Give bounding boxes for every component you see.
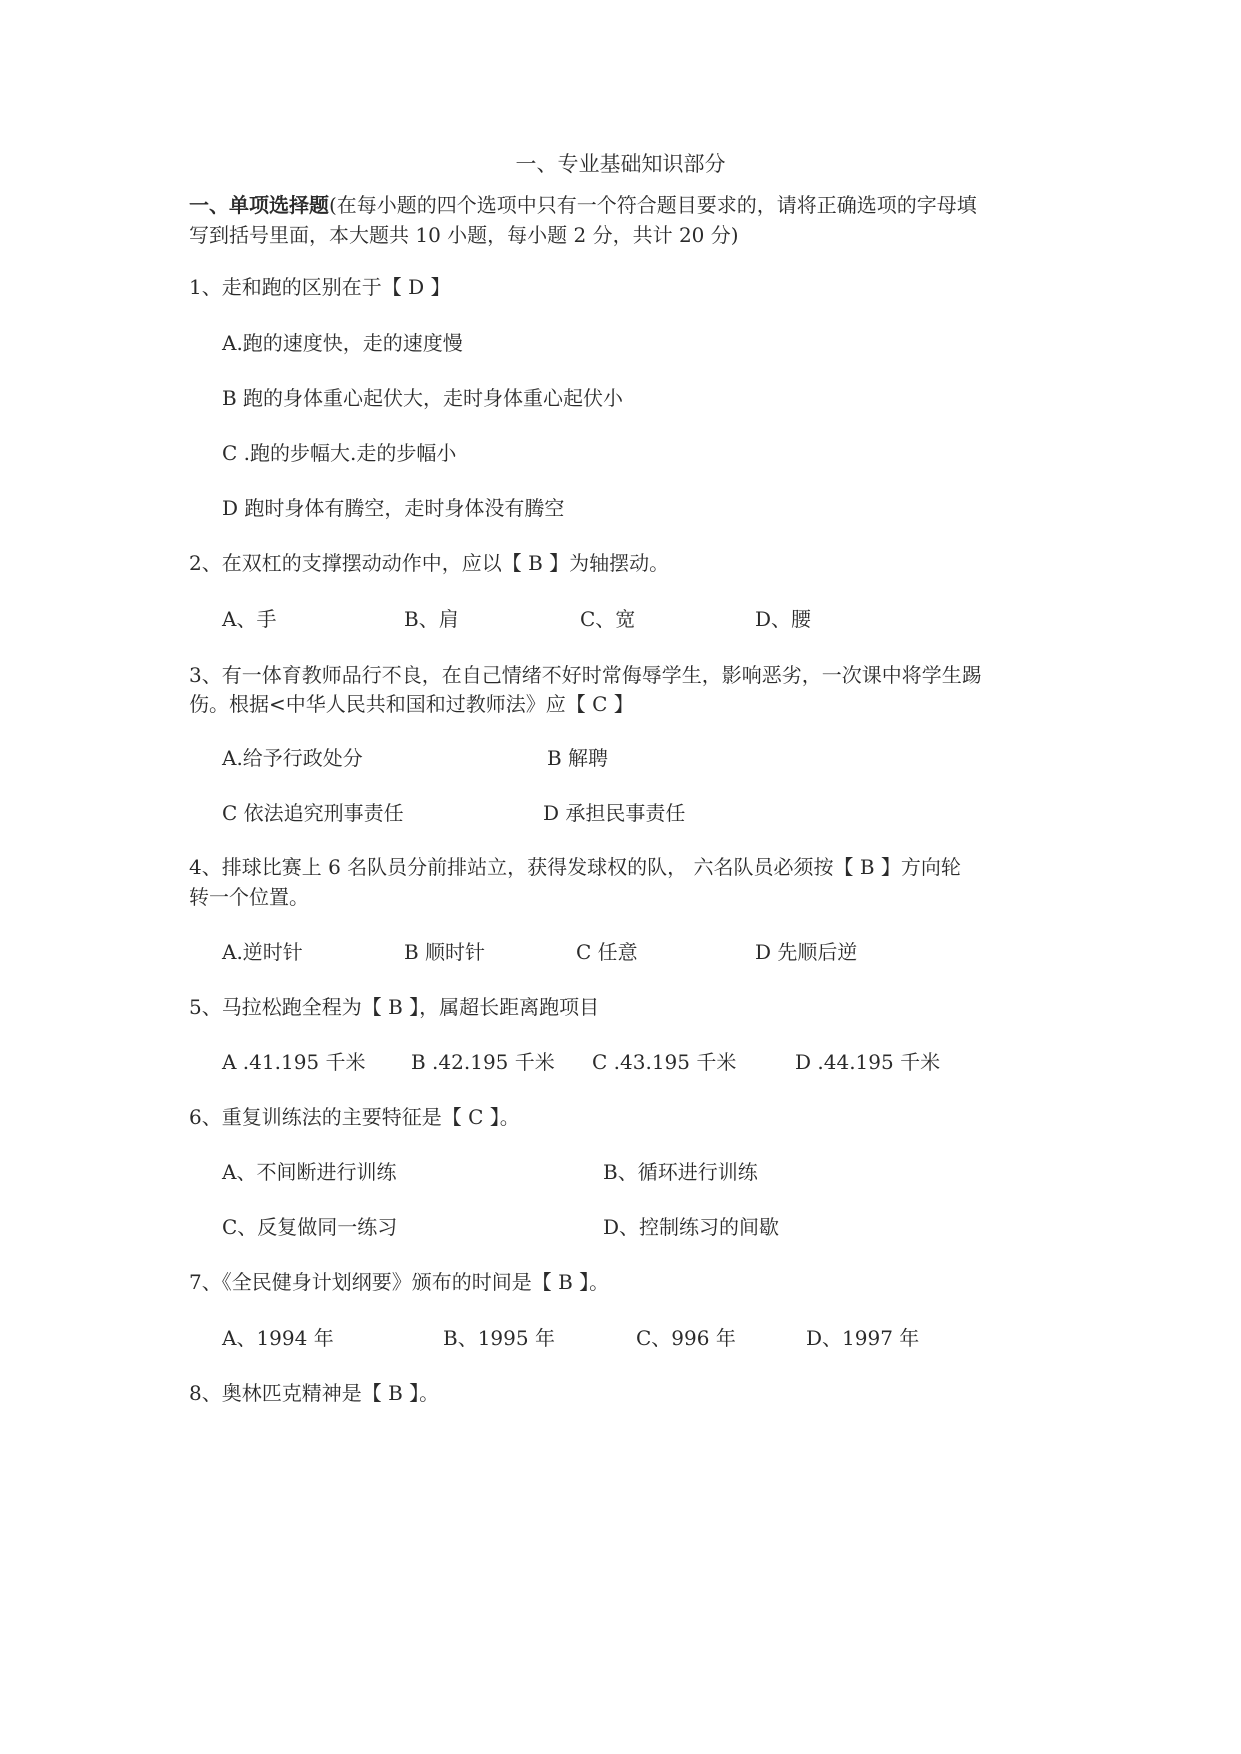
question-6-option-d: D、控制练习的间歇 [603,1215,780,1239]
question-1: 1、走和跑的区别在于【 D 】 [189,275,451,299]
question-5-option-b: B .42.195 千米 [411,1050,555,1074]
question-4-option-b: B 顺时针 [404,940,486,964]
question-7-option-a: A、1994 年 [222,1326,334,1350]
question-1-option-b: B 跑的身体重心起伏大，走时身体重心起伏小 [222,386,624,410]
question-3-option-a: A.给予行政处分 [222,746,363,770]
question-7-option-d: D、1997 年 [806,1326,920,1350]
section-instruction-1: (在每小题的四个选项中只有一个符合题目要求的，请将正确选项的字母填 [329,193,977,217]
question-2: 2、在双杠的支撑摆动动作中，应以【 B 】为轴摆动。 [189,551,670,575]
question-4-option-a: A.逆时针 [222,940,303,964]
question-4-option-d: D 先顺后逆 [755,940,858,964]
question-5-option-c: C .43.195 千米 [592,1050,737,1074]
question-1-option-c: C .跑的步幅大.走的步幅小 [222,441,457,465]
question-6-option-b: B、循环进行训练 [603,1160,758,1184]
question-2-option-b: B、肩 [404,607,459,631]
page-title: 一、专业基础知识部分 [515,152,726,176]
question-3-option-d: D 承担民事责任 [543,801,686,825]
question-7: 7、《全民健身计划纲要》颁布的时间是【 B 】。 [189,1270,610,1294]
question-3-option-c: C 依法追究刑事责任 [222,801,404,825]
question-4-line-2: 转一个位置。 [189,885,309,909]
question-5-option-d: D .44.195 千米 [795,1050,941,1074]
question-2-option-c: C、宽 [580,607,636,631]
question-3-option-b: B 解聘 [547,746,609,770]
question-6-option-c: C、反复做同一练习 [222,1215,398,1239]
question-5: 5、马拉松跑全程为【 B 】，属超长距离跑项目 [189,995,600,1019]
question-2-option-d: D、腰 [755,607,812,631]
question-7-option-b: B、1995 年 [443,1326,555,1350]
question-1-option-a: A.跑的速度快，走的速度慢 [222,331,463,355]
section-instruction-line-1 [189,188,977,222]
section-instruction-2: 写到括号里面，本大题共 10 小题，每小题 2 分，共计 20 分) [189,223,739,247]
question-4-line-1: 4、排球比赛上 6 名队员分前排站立，获得发球权的队， 六名队员必须按【 B 】方向轮 [189,855,961,879]
question-7-option-c: C、996 年 [636,1326,736,1350]
question-4-option-c: C 任意 [576,940,638,964]
question-3-line-1: 3、有一体育教师品行不良，在自己情绪不好时常侮辱学生，影响恶劣，一次课中将学生踢 [189,663,982,687]
question-1-option-d: D 跑时身体有腾空，走时身体没有腾空 [222,496,565,520]
question-8: 8、奥林匹克精神是【 B 】。 [189,1381,440,1405]
question-2-option-a: A、手 [222,607,277,631]
section-heading: 一、单项选择题 [189,193,329,217]
question-6: 6、重复训练法的主要特征是【 C 】。 [189,1105,520,1129]
question-5-option-a: A .41.195 千米 [222,1050,366,1074]
question-6-option-a: A、不间断进行训练 [222,1160,397,1184]
question-3-line-2: 伤。根据<中华人民共和国和过教师法》应【 C 】 [189,692,634,716]
